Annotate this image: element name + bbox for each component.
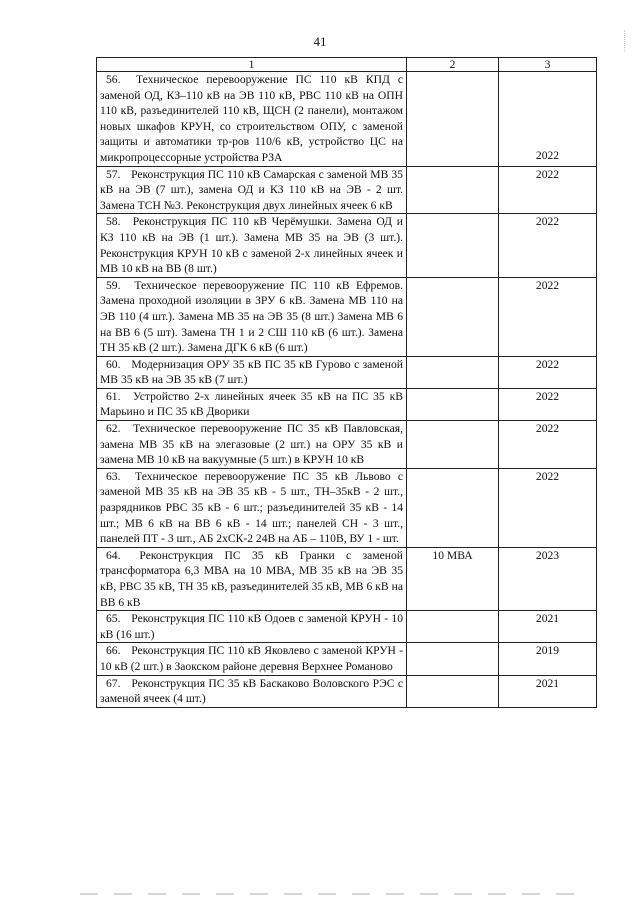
row-year: 2019 bbox=[499, 643, 597, 675]
row-year: 2022 bbox=[499, 388, 597, 420]
row-text: Техническое перевооружение ПС 110 кВ Ефремов. Замена проходной изоляции в ЗРУ 6 кВ. Замена МВ 110 на ЭВ 110 (4 шт.). Замена МВ 35 на ЭВ 35 (8 шт.) Замена МВ 6 на ВВ 6 (5 шт). Замена ТН 1 и 2 СШ 110 кВ (6 шт.). Замена ТН 35 кВ (2 шт.). Замена ДГК 6 кВ (6 шт.) bbox=[100, 278, 403, 355]
row-description bbox=[97, 421, 407, 469]
row-text: Реконструкция ПС 110 кВ Черёмушки. Замена ОД и КЗ 110 кВ на ЭВ (1 шт.). Замена МВ 35 на ЭВ (3 шт.). Реконструкция КРУН 10 кВ с заменой 2-х линейных ячеек и МВ 10 кВ на ВВ (8 шт.) bbox=[100, 215, 403, 276]
column-header-2: 2 bbox=[407, 58, 499, 72]
page-number: 41 bbox=[313, 34, 327, 49]
row-description bbox=[97, 277, 407, 356]
column-header-3: 3 bbox=[499, 58, 597, 72]
row-description bbox=[97, 643, 407, 675]
row-year: 2022 bbox=[499, 468, 597, 547]
row-capacity bbox=[407, 675, 499, 707]
table-row bbox=[97, 468, 597, 547]
table-row bbox=[97, 356, 597, 388]
table-row bbox=[97, 277, 597, 356]
row-capacity bbox=[407, 388, 499, 420]
scan-bottom-marks bbox=[80, 893, 580, 895]
row-number: 57. bbox=[106, 167, 121, 181]
row-text: Реконструкция ПС 110 кВ Самарская с заменой МВ 35 кВ на ЭВ (7 шт.), замена ОД и КЗ 110 кВ на ЭВ - 2 шт. Замена ТСН №3. Реконструкция двух линейных ячеек 6 кВ bbox=[100, 167, 403, 212]
row-capacity bbox=[407, 72, 499, 167]
row-description bbox=[97, 356, 407, 388]
row-description bbox=[97, 388, 407, 420]
row-description bbox=[97, 214, 407, 277]
column-header-1: 1 bbox=[97, 58, 407, 72]
row-text: Устройство 2-х линейных ячеек 35 кВ на ПС 35 кВ Марьино и ПС 35 кВ Дворики bbox=[100, 389, 403, 419]
row-year: 2022 bbox=[499, 277, 597, 356]
table-row bbox=[97, 611, 597, 643]
row-text: Реконструкция ПС 35 кВ Гранки с заменой трансформатора 6,3 МВА на 10 МВА, МВ 35 кВ на ЭВ 35 кВ, РВС 35 кВ, ТН 35 кВ, разъединителей 35 кВ, МВ 6 кВ на ВВ 6 кВ bbox=[100, 548, 403, 609]
table-row bbox=[97, 214, 597, 277]
row-capacity bbox=[407, 277, 499, 356]
row-number: 58. bbox=[106, 215, 121, 229]
row-capacity bbox=[407, 468, 499, 547]
row-year: 2023 bbox=[499, 547, 597, 610]
row-text: Реконструкция ПС 35 кВ Баскаково Воловского РЭС с заменой ячеек (4 шт.) bbox=[100, 676, 403, 706]
row-number: 59. bbox=[106, 278, 121, 292]
row-description bbox=[97, 468, 407, 547]
row-number: 63. bbox=[106, 469, 121, 483]
row-year: 2022 bbox=[499, 421, 597, 469]
projects-table bbox=[96, 57, 597, 708]
row-capacity bbox=[407, 356, 499, 388]
row-description bbox=[97, 166, 407, 214]
row-number: 56. bbox=[106, 73, 121, 86]
row-number: 64. bbox=[106, 548, 121, 562]
row-description bbox=[97, 547, 407, 610]
row-capacity bbox=[407, 611, 499, 643]
table-row bbox=[97, 675, 597, 707]
row-number: 62. bbox=[106, 422, 121, 436]
row-year: 2022 bbox=[499, 72, 597, 167]
row-text: Реконструкция ПС 110 кВ Яковлево с заменой КРУН - 10 кВ (2 шт.) в Заокском районе деревня Верхнее Романово bbox=[100, 644, 404, 673]
row-text: Техническое перевооружение ПС 35 кВ Павловская, замена МВ 35 кВ на элегазовые (2 шт.) на ОРУ 35 кВ и замена МВ 10 кВ на вакуумные (5 шт.) в КРУН 10 кВ bbox=[100, 422, 403, 467]
row-description bbox=[97, 611, 407, 643]
row-text: Модернизация ОРУ 35 кВ ПС 35 кВ Гурово с заменой МВ 35 кВ на ЭВ 35 кВ (7 шт.) bbox=[100, 357, 403, 387]
row-number: 60. bbox=[106, 357, 121, 371]
row-number: 66. bbox=[106, 644, 121, 658]
row-number: 65. bbox=[106, 612, 121, 626]
row-year: 2022 bbox=[499, 166, 597, 214]
table-row bbox=[97, 421, 597, 469]
row-capacity bbox=[407, 214, 499, 277]
scan-corner-mark bbox=[624, 30, 633, 52]
table-row bbox=[97, 166, 597, 214]
row-year: 2021 bbox=[499, 611, 597, 643]
row-number: 61. bbox=[106, 389, 121, 403]
table-row bbox=[97, 643, 597, 675]
row-text: Реконструкция ПС 110 кВ Одоев с заменой КРУН - 10 кВ (16 шт.) bbox=[100, 612, 403, 641]
row-capacity bbox=[407, 166, 499, 214]
table-row bbox=[97, 388, 597, 420]
row-year: 2022 bbox=[499, 356, 597, 388]
table-header-row bbox=[97, 58, 597, 72]
row-description bbox=[97, 72, 407, 167]
row-capacity bbox=[407, 421, 499, 469]
row-capacity: 10 МВА bbox=[407, 547, 499, 610]
row-number: 67. bbox=[106, 676, 121, 690]
row-text: Техническое перевооружение ПС 110 кВ КПД с заменой ОД, КЗ–110 кВ на ЭВ 110 кВ, РВС 110 кВ на ОПН 110 кВ, разъединителей 110 кВ, ЩСН (2 панели), монтажом новых шкафов КРУН, со строительством ОПУ, с заменой защиты и автоматики тр-ров 110/6 кВ, устройство ЦС на микропроцессорные устройства РЗА bbox=[100, 73, 403, 164]
row-description bbox=[97, 675, 407, 707]
table-row bbox=[97, 547, 597, 610]
row-capacity bbox=[407, 643, 499, 675]
table-row bbox=[97, 72, 597, 167]
row-text: Техническое перевооружение ПС 35 кВ Львово с заменой МВ 35 кВ на ЭВ 35 кВ - 5 шт., ТН–35кВ - 2 шт., разрядников РВС 35 кВ - 6 шт.; разъединителей 35 кВ - 14 шт.; МВ 6 кВ на ВВ 6 кВ - 14 шт.; панелей СН - 3 шт., панелей ПТ - 3 шт., АБ 2хСК-2 24В на АБ – 110В, ВУ 1 - шт. bbox=[100, 469, 403, 546]
row-year: 2022 bbox=[499, 214, 597, 277]
row-year: 2021 bbox=[499, 675, 597, 707]
